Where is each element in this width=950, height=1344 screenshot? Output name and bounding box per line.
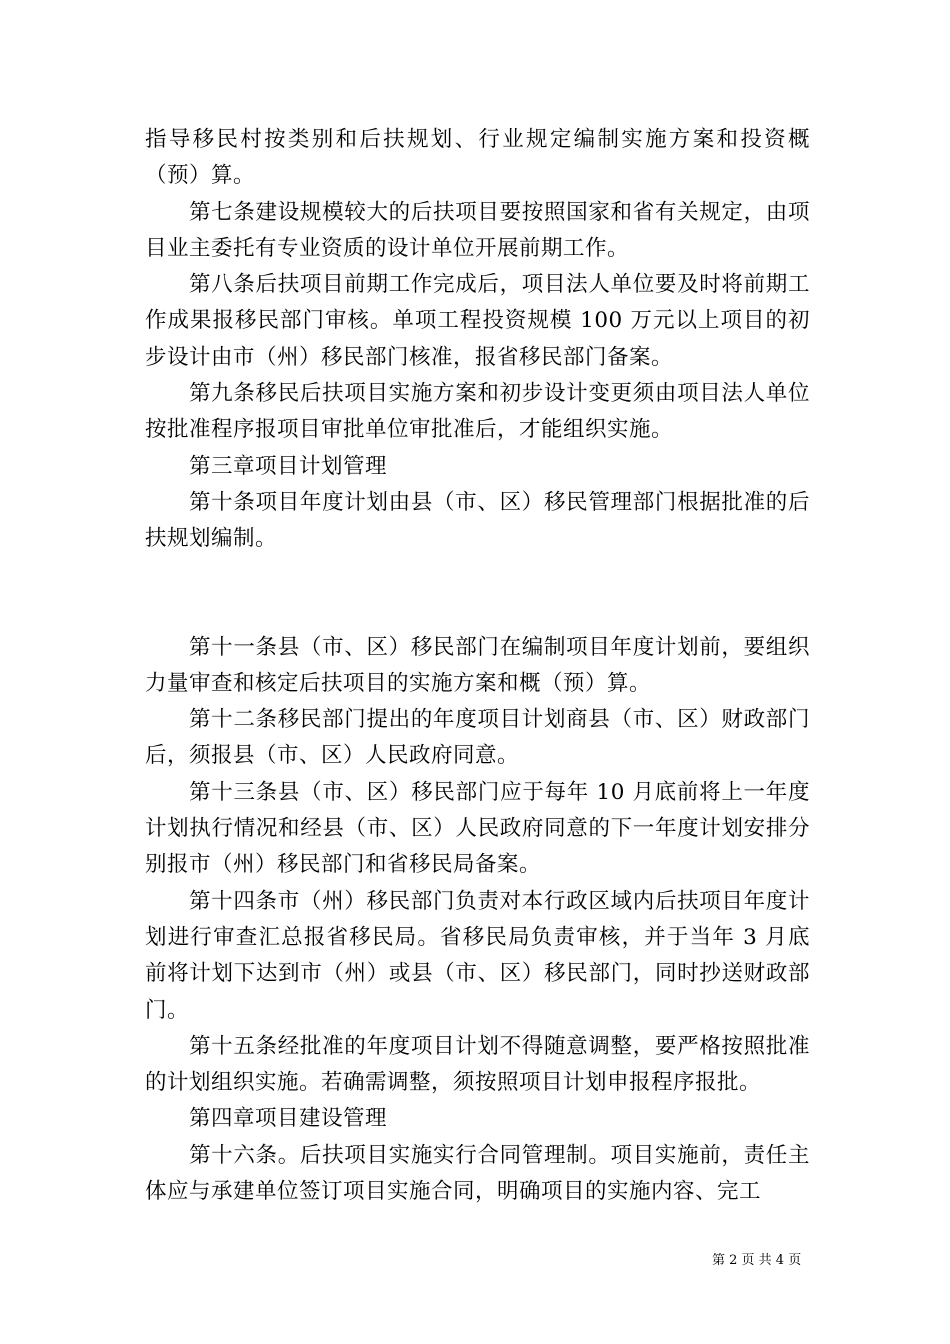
paragraph-article-10: 第十条项目年度计划由县（市、区）移民管理部门根据批准的后扶规划编制。 <box>145 489 810 552</box>
paragraph-article-11: 第十一条县（市、区）移民部门在编制项目年度计划前，要组织力量审查和核定后扶项目的实施方案和概（预）算。 <box>145 634 810 696</box>
paragraph-continuation: 指导移民村按类别和后扶规划、行业规定编制实施方案和投资概（预）算。 <box>145 127 810 189</box>
paragraph-article-8: 第八条后扶项目前期工作完成后，项目法人单位要及时将前期工作成果报移民部门审核。单项工程投资规模 100 万元以上项目的初步设计由市（州）移民部门核准，报省移民部门备案。 <box>145 272 810 370</box>
paragraph-article-16: 第十六条。后扶项目实施实行合同管理制。项目实施前，责任主体应与承建单位签订项目实施合同，明确项目的实施内容、完工 <box>145 1142 810 1205</box>
document-body <box>145 122 810 1210</box>
paragraph-article-14: 第十四条市（州）移民部门负责对本行政区域内后扶项目年度计划进行审查汇总报省移民局。省移民局负责审核，并于当年 3 月底前将计划下达到市（州）或县（市、区）移民部门，同时抄送财政部门。 <box>145 888 810 1023</box>
paragraph-article-12: 第十二条移民部门提出的年度项目计划商县（市、区）财政部门后，须报县（市、区）人民政府同意。 <box>145 707 810 769</box>
chapter-3-heading: 第三章项目计划管理 <box>189 453 388 479</box>
page-number: 第 2 页 共 4 页 <box>712 1253 802 1268</box>
paragraph-article-13: 第十三条县（市、区）移民部门应于每年 10 月底前将上一年度计划执行情况和经县（市、区）人民政府同意的下一年度计划安排分别报市（州）移民部门和省移民局备案。 <box>145 779 810 878</box>
paragraph-article-15: 第十五条经批准的年度项目计划不得随意调整，要严格按照批准的计划组织实施。若确需调整，须按照项目计划申报程序报批。 <box>145 1033 810 1096</box>
paragraph-article-7: 第七条建设规模较大的后扶项目要按照国家和省有关规定，由项目业主委托有专业资质的设计单位开展前期工作。 <box>145 199 810 261</box>
blank-space <box>145 558 810 630</box>
paragraph-article-9: 第九条移民后扶项目实施方案和初步设计变更须由项目法人单位按批准程序报项目审批单位审批准后，才能组织实施。 <box>145 381 810 443</box>
chapter-4-heading: 第四章项目建设管理 <box>189 1106 388 1132</box>
